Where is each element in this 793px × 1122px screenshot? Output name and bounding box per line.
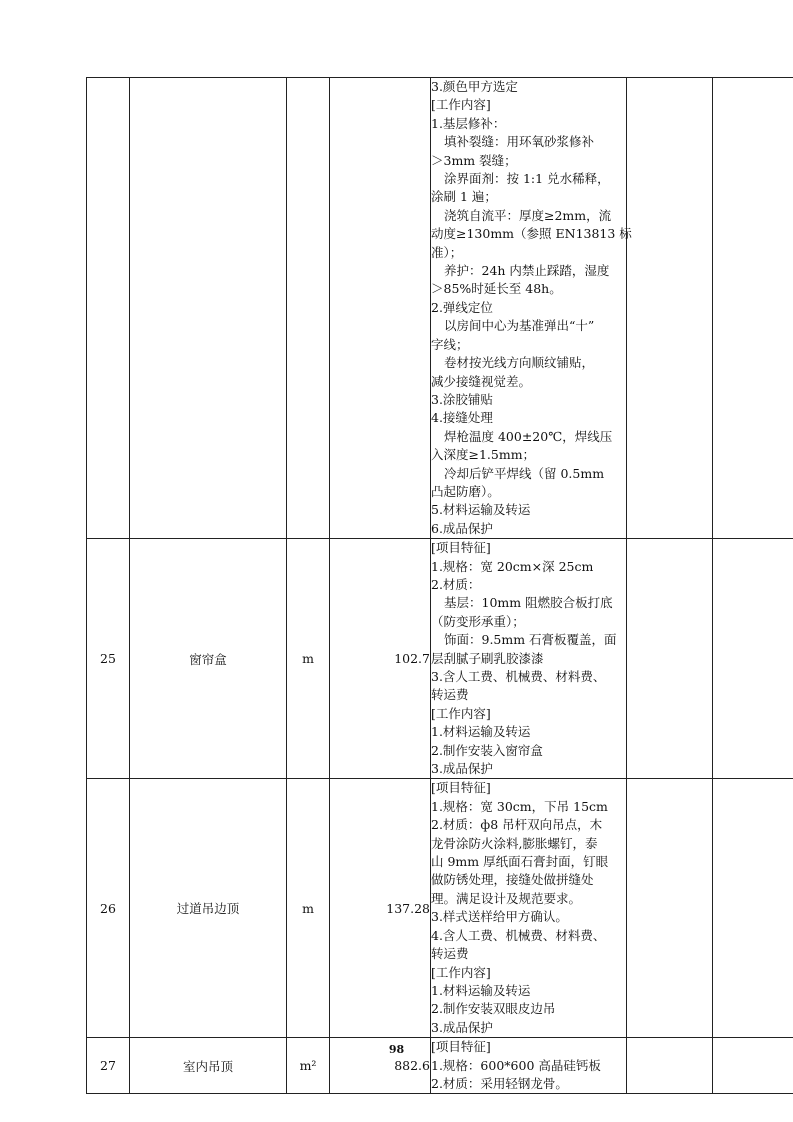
description-line: 2.材质：采用轻钢龙骨。 (431, 1075, 568, 1091)
table-body (87, 78, 793, 1094)
item-number-cell: 25 (87, 539, 130, 779)
description-line: 焊枪温度 400±20℃，焊线压 (444, 428, 613, 444)
description-line: 冷却后铲平焊线（留 0.5mm (444, 465, 605, 481)
description-line: 养护：24h 内禁止踩踏，湿度 (444, 263, 610, 279)
page-number: 98 (388, 1043, 405, 1056)
description-line: 以房间中心为基准弹出“十” (444, 318, 595, 334)
description-line: 准）； (431, 244, 463, 260)
description-line: 2.制作安装入窗帘盒 (431, 742, 543, 758)
description-line: [工作内容] (431, 964, 491, 980)
item-name-cell: 过道吊边顶 (130, 779, 287, 1038)
description-line: [工作内容] (431, 97, 491, 113)
item-name-cell: 室内吊顶 (130, 1038, 287, 1094)
description-line: 涂界面剂：按 1:1 兑水稀释， (444, 171, 610, 187)
description-line: 1.材料运输及转运 (431, 982, 531, 998)
description-line: 卷材按光线方向顺纹铺贴， (444, 355, 595, 371)
item-number-cell: 27 (87, 1038, 130, 1094)
table-row (87, 78, 793, 539)
description-line: [项目特征] (431, 1039, 491, 1055)
description-line: 6.成品保护 (431, 520, 493, 536)
description-line: 饰面：9.5mm 石膏板覆盖，面 (444, 632, 617, 648)
item-description-cell (431, 539, 627, 779)
table-row (87, 779, 793, 1038)
description-line: 龙骨涂防火涂料,膨胀螺钉，泰 (431, 835, 598, 851)
description-line: ＞85%时延长至 48h。 (431, 281, 562, 297)
description-line: [工作内容] (431, 705, 491, 721)
unit-cell: m² (287, 1038, 330, 1094)
item-description-cell (431, 78, 632, 539)
quantity-cell (330, 78, 431, 539)
table-row (87, 539, 793, 779)
description-line: 字线； (431, 336, 469, 352)
item-number-cell (87, 78, 130, 539)
unit-cell: m (287, 539, 330, 779)
description-line: 1.规格：宽 30cm，下吊 15cm (431, 798, 608, 814)
description-line: 动度≥130mm（参照 EN13813 标 (431, 226, 632, 242)
description-line: 基层：10mm 阻燃胶合板打底 (444, 595, 613, 611)
description-line: 1.材料运输及转运 (431, 724, 531, 740)
description-line: 3.涂胶铺贴 (431, 391, 493, 407)
description-line: 5.材料运输及转运 (431, 502, 531, 518)
description-line: 涂刷 1 遍； (431, 189, 497, 205)
description-line: 层刮腻子刷乳胶漆漆 (431, 650, 544, 666)
description-line: 1.规格：宽 20cm×深 25cm (431, 558, 594, 574)
description-line: 2.材质：ф8 吊杆双向吊点，木 (431, 817, 603, 833)
item-name-cell (130, 78, 287, 539)
description-line: 2.制作安装双眼皮边吊 (431, 1001, 556, 1017)
unit-cell (287, 78, 330, 539)
item-name-cell: 窗帘盒 (130, 539, 287, 779)
unit-price-cell (627, 779, 713, 1038)
description-line: 3.样式送样给甲方确认。 (431, 909, 568, 925)
description-line: 4.含人工费、机械费、材料费、 (431, 927, 606, 943)
unit-cell: m (287, 779, 330, 1038)
description-line: 1.基层修补： (431, 115, 506, 131)
amount-cell (713, 78, 793, 539)
description-line: 3.含人工费、机械费、材料费、 (431, 669, 606, 684)
quantity-cell: 882.6 (330, 1038, 431, 1094)
description-line: 入深度≥1.5mm； (431, 447, 536, 463)
description-line: 3.成品保护 (431, 761, 493, 777)
item-description-cell (431, 779, 627, 1038)
description-line: 2.材质： (431, 576, 481, 592)
description-line: ＞3mm 裂缝； (431, 152, 517, 168)
description-line: 做防锈处理，接缝处做拼缝处 (431, 872, 594, 888)
description-line: [项目特征] (431, 780, 491, 796)
description-line: [项目特征] (431, 540, 491, 556)
description-line: 1.规格：600*600 高晶硅钙板 (431, 1057, 601, 1073)
description-line: （防变形承重）； (431, 613, 525, 629)
description-line: 3.成品保护 (431, 1019, 493, 1035)
description-line: 4.接缝处理 (431, 410, 493, 426)
quantity-cell: 137.28 (330, 779, 431, 1038)
amount-cell (713, 539, 793, 779)
unit-price-cell (627, 78, 713, 539)
description-line: 浇筑自流平：厚度≥2mm，流 (444, 207, 612, 223)
bill-of-quantities-table (86, 77, 793, 1094)
description-line: 减少接缝视觉差。 (431, 373, 532, 389)
description-line: 填补裂缝：用环氧砂浆修补 (444, 134, 595, 150)
item-number-cell: 26 (87, 779, 130, 1038)
description-line: 山 9mm 厚纸面石膏封面，钉眼 (431, 854, 609, 870)
description-line: 3.颜色甲方选定 (431, 79, 518, 94)
description-line: 2.弹线定位 (431, 299, 493, 315)
unit-price-cell (627, 539, 713, 779)
description-line: 转运费 (431, 687, 469, 703)
description-line: 转运费 (431, 946, 469, 962)
amount-cell (713, 779, 793, 1038)
quantity-cell: 102.7 (330, 539, 431, 779)
description-line: 凸起防磨）。 (431, 483, 500, 499)
description-line: 理。满足设计及规范要求。 (431, 890, 582, 906)
